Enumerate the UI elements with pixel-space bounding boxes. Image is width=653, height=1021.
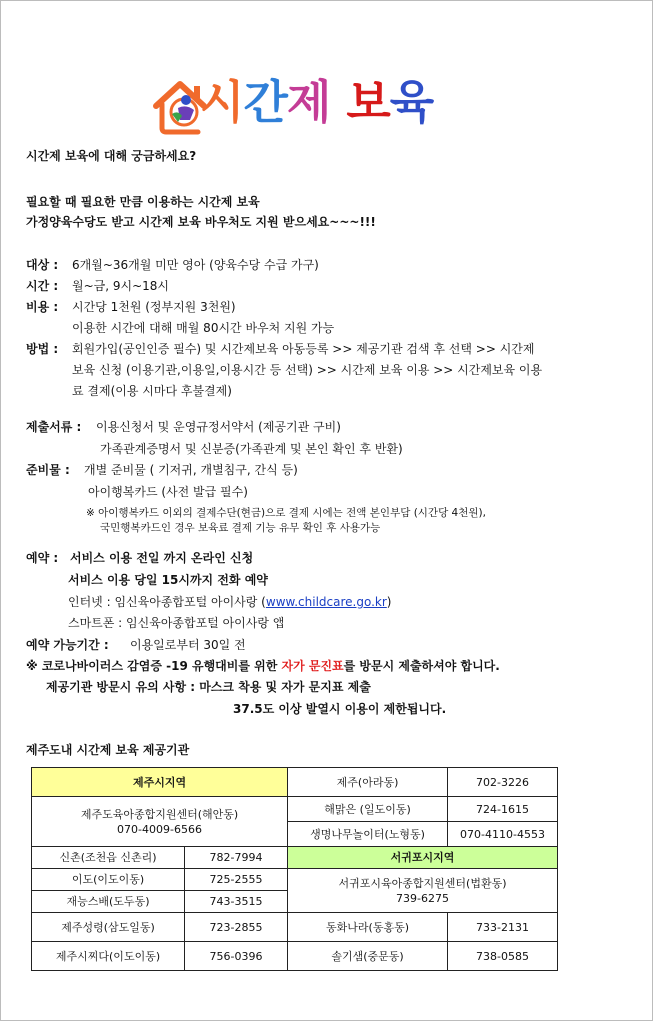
jeju-region-header: 제주시지역 [32, 768, 288, 797]
provider-phone: 070-4110-4553 [448, 822, 558, 847]
reservation-smartphone: 스마트폰 : 임신육아종합포털 아이사랑 앱 [68, 616, 285, 630]
prep-line-1: 개별 준비물 ( 기저귀, 개별침구, 간식 등) [84, 463, 298, 477]
provider-name: 해맑은 (일도이동) [288, 797, 448, 822]
provider-name: 신촌(조천읍 신촌리) [32, 847, 185, 869]
provider-name: 생명나무놀이터(노형동) [288, 822, 448, 847]
jeju-center-phone: 070-4009-6566 [117, 822, 202, 836]
logo-text [200, 62, 433, 142]
payment-note-line-2: 국민행복카드인 경우 보육료 결제 기능 유무 확인 후 사용가능 [100, 522, 381, 534]
intro-line-2: 가정양육수당도 받고 시간제 보육 바우처도 지원 받으세요~~~!!! [26, 215, 376, 229]
provider-table [31, 767, 558, 971]
jeju-center-cell [32, 797, 288, 847]
provider-phone: 782-7994 [185, 847, 288, 869]
reservation-line-1: 서비스 이용 전일 까지 온라인 신청 [70, 551, 254, 565]
providers-title: 제주도내 시간제 보육 제공기관 [26, 743, 190, 757]
covid-line-2: 제공기관 방문시 유의 사항 : 마스크 착용 및 자가 문지표 제출 [46, 680, 371, 694]
provider-phone: 723-2855 [185, 913, 288, 942]
provider-name: 동화나라(동홍동) [288, 913, 448, 942]
provider-name: 제주(아라동) [288, 768, 448, 797]
provider-name: 재능스배(도두동) [32, 891, 185, 913]
method-line-3: 료 결제(이용 시마다 후불결제) [72, 384, 232, 398]
time-value: 월~금, 9시~18시 [72, 279, 170, 293]
logo [150, 62, 510, 142]
covid-line-1-red: 자가 문진표 [281, 659, 344, 673]
reservation-label: 예약 : [26, 551, 59, 565]
prep-line-2: 아이행복카드 (사전 발급 필수) [88, 485, 248, 499]
logo-char: 간 [243, 75, 287, 129]
seogwipo-center-cell [288, 869, 558, 913]
provider-name: 솔기샘(중문동) [288, 942, 448, 971]
provider-name: 제주성령(삼도일동) [32, 913, 185, 942]
prep-label: 준비물 : [26, 463, 70, 477]
jeju-center-name: 제주도육아종합지원센터(해안동) [80, 807, 239, 821]
seogwipo-center-name: 서귀포시육아종합지원센터(법환동) [338, 876, 507, 890]
provider-phone: 743-3515 [185, 891, 288, 913]
cost-detail: 이용한 시간에 대해 매월 80시간 바우처 지원 가능 [72, 321, 335, 335]
intro-question: 시간제 보육에 대해 궁금하세요? [26, 149, 197, 163]
logo-char: 보 [346, 75, 390, 129]
internet-suffix: ) [386, 595, 392, 609]
provider-phone: 725-2555 [185, 869, 288, 891]
covid-line-3: 37.5도 이상 발열시 이용이 제한됩니다. [233, 702, 447, 716]
childcare-link[interactable]: www.childcare.go.kr [265, 595, 387, 609]
covid-line-1-a: ※ 코로나바이러스 감염증 -19 유행대비를 위한 [26, 659, 282, 673]
provider-name: 이도(이도이동) [32, 869, 185, 891]
payment-note-line-1: ※ 아이행복카드 이외의 결제수단(현금)으로 결제 시에는 전액 본인부담 (시간당 4천원), [86, 507, 486, 519]
target-label: 대상 : [26, 258, 59, 272]
reservation-line-2: 서비스 이용 당일 15시까지 전화 예약 [68, 573, 268, 587]
submit-docs-label: 제출서류 : [26, 420, 82, 434]
submit-docs-line-2: 가족관계증명서 및 신분증(가족관계 및 본인 확인 후 반환) [100, 442, 403, 456]
logo-char: 제 [286, 75, 331, 129]
submit-docs-line-1: 이용신청서 및 운영규정서약서 (제공기관 구비) [96, 420, 341, 434]
covid-line-1 [26, 658, 500, 674]
cost-label: 비용 : [26, 300, 59, 314]
provider-name: 제주시찌다(이도이동) [32, 942, 185, 971]
method-line-2: 보육 신청 (이용기관,이용일,이용시간 등 선택) >> 시간제 보육 이용 >> 시간제보육 이용 [72, 363, 543, 377]
internet-prefix: 인터넷 : 임신육아종합포털 아이사랑 ( [68, 595, 266, 609]
time-label: 시간 : [26, 279, 59, 293]
reservation-period-label: 예약 가능기간 : [26, 638, 109, 652]
target-value: 6개월~36개월 미만 영아 (양육수당 수급 가구) [72, 258, 319, 272]
provider-phone: 733-2131 [448, 913, 558, 942]
covid-line-1-b: 를 방문시 제출하셔야 합니다. [343, 659, 500, 673]
seogwipo-center-phone: 739-6275 [396, 891, 449, 905]
logo-char: 육 [389, 75, 434, 129]
reservation-period-value: 이용일로부터 30일 전 [130, 638, 246, 652]
provider-phone: 702-3226 [448, 768, 558, 797]
cost-value: 시간당 1천원 (정부지원 3천원) [72, 300, 236, 314]
seogwipo-region-header: 서귀포시지역 [288, 847, 558, 869]
provider-phone: 738-0585 [448, 942, 558, 971]
reservation-internet [68, 594, 391, 610]
method-label: 방법 : [26, 342, 59, 356]
intro-line-1: 필요할 때 필요한 만큼 이용하는 시간제 보육 [26, 195, 260, 209]
provider-phone: 724-1615 [448, 797, 558, 822]
logo-char: 시 [200, 75, 244, 129]
provider-phone: 756-0396 [185, 942, 288, 971]
method-line-1: 회원가입(공인인증 필수) 및 시간제보육 아동등록 >> 제공기관 검색 후 선택 >> 시간제 [72, 342, 535, 356]
